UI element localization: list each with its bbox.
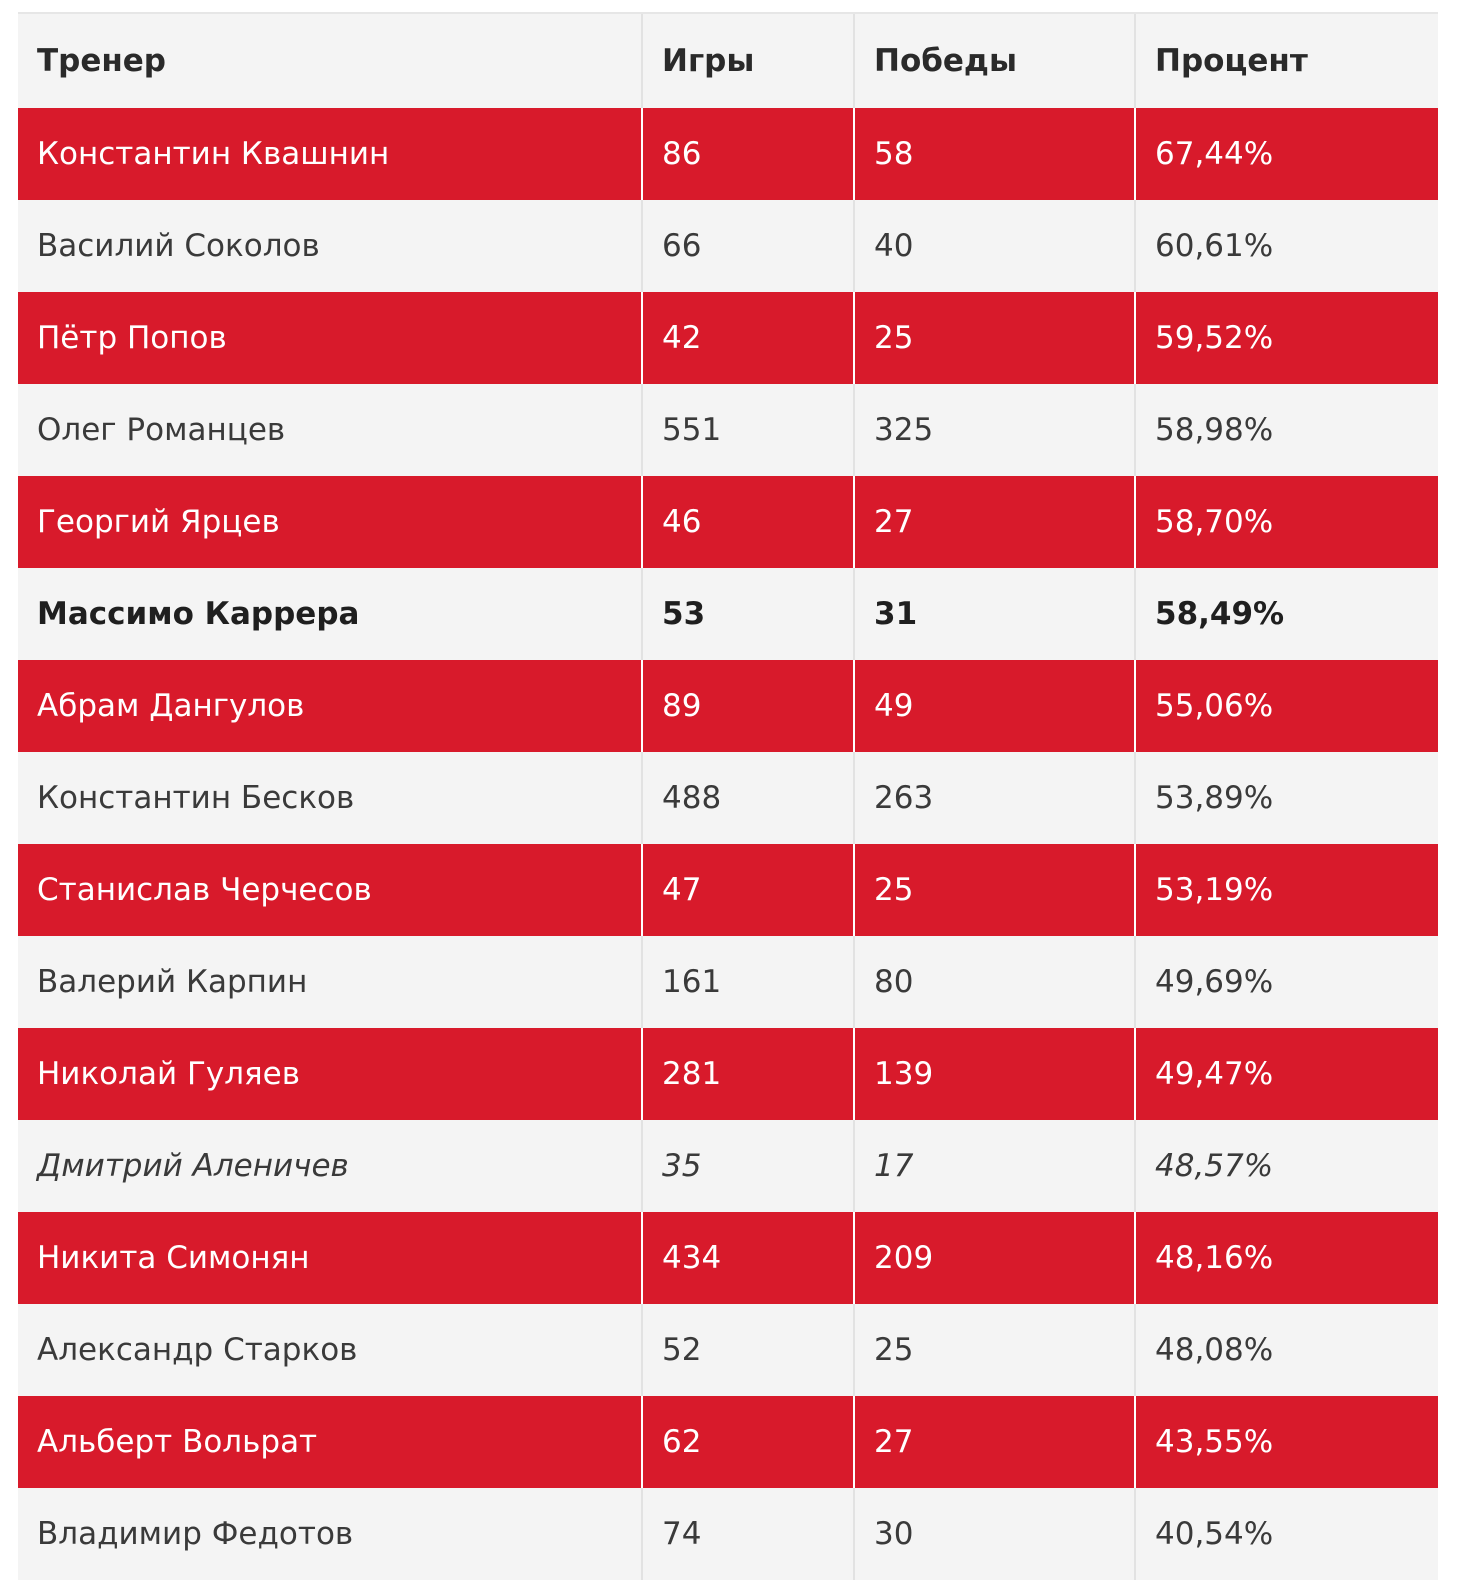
cell-percent: 59,52% — [1155, 320, 1274, 356]
cell-percent: 55,06% — [1155, 688, 1274, 724]
table-row — [18, 200, 1438, 292]
cell-coach: Валерий Карпин — [18, 936, 642, 1028]
cell-coach: Альберт Вольрат — [18, 1396, 642, 1488]
cell-wins: 27 — [854, 476, 1135, 568]
cell-percent: 58,98% — [1155, 412, 1274, 448]
cell-games: 47 — [642, 844, 854, 936]
cell-wins: 27 — [854, 1396, 1135, 1488]
table-row — [18, 292, 1438, 384]
coach-stats-table-container — [18, 12, 1438, 1580]
table-row-highlighted — [18, 568, 1438, 660]
cell-wins: 25 — [854, 844, 1135, 936]
cell-coach: Дмитрий Аленичев — [18, 1120, 642, 1212]
cell-wins: 49 — [854, 660, 1135, 752]
cell-percent: 49,69% — [1155, 964, 1274, 1000]
cell-wins: 58 — [854, 108, 1135, 200]
cell-percent: 58,70% — [1155, 504, 1274, 540]
header-coach: Тренер — [18, 14, 642, 108]
cell-games: 434 — [642, 1212, 854, 1304]
cell-games: 89 — [642, 660, 854, 752]
cell-games: 66 — [642, 200, 854, 292]
cell-wins: 25 — [854, 292, 1135, 384]
cell-games: 53 — [642, 568, 854, 660]
cell-wins: 25 — [854, 1304, 1135, 1396]
cell-percent: 48,57% — [1155, 1148, 1274, 1184]
cell-coach: Василий Соколов — [18, 200, 642, 292]
cell-games: 161 — [642, 936, 854, 1028]
cell-games: 62 — [642, 1396, 854, 1488]
coach-stats-table — [18, 14, 1438, 1580]
cell-coach: Владимир Федотов — [18, 1488, 642, 1580]
table-row — [18, 1028, 1438, 1120]
table-row — [18, 752, 1438, 844]
cell-percent: 60,61% — [1155, 228, 1274, 264]
cell-percent: 53,19% — [1155, 872, 1274, 908]
table-row-current — [18, 1120, 1438, 1212]
table-row — [18, 1396, 1438, 1488]
cell-coach: Константин Бесков — [18, 752, 642, 844]
cell-percent: 58,49% — [1155, 596, 1285, 632]
cell-coach: Константин Квашнин — [18, 108, 642, 200]
cell-coach: Станислав Черчесов — [18, 844, 642, 936]
cell-games: 52 — [642, 1304, 854, 1396]
cell-coach: Пётр Попов — [18, 292, 642, 384]
cell-percent: 53,89% — [1155, 780, 1274, 816]
cell-games: 551 — [642, 384, 854, 476]
table-header — [18, 14, 1438, 108]
header-games: Игры — [642, 14, 854, 108]
cell-percent: 43,55% — [1155, 1424, 1274, 1460]
cell-percent: 67,44% — [1155, 136, 1274, 172]
cell-wins: 40 — [854, 200, 1135, 292]
table-row — [18, 1488, 1438, 1580]
table-row — [18, 384, 1438, 476]
cell-percent: 49,47% — [1155, 1056, 1274, 1092]
cell-games: 281 — [642, 1028, 854, 1120]
table-row — [18, 936, 1438, 1028]
cell-games: 42 — [642, 292, 854, 384]
cell-coach: Александр Старков — [18, 1304, 642, 1396]
table-row — [18, 108, 1438, 200]
cell-wins: 263 — [854, 752, 1135, 844]
cell-coach: Олег Романцев — [18, 384, 642, 476]
cell-percent: 40,54% — [1155, 1516, 1274, 1552]
cell-percent: 48,16% — [1155, 1240, 1274, 1276]
cell-wins: 209 — [854, 1212, 1135, 1304]
cell-wins: 80 — [854, 936, 1135, 1028]
cell-coach: Георгий Ярцев — [18, 476, 642, 568]
table-row — [18, 476, 1438, 568]
cell-games: 46 — [642, 476, 854, 568]
cell-coach: Абрам Дангулов — [18, 660, 642, 752]
cell-games: 35 — [642, 1120, 854, 1212]
cell-wins: 325 — [854, 384, 1135, 476]
header-row — [18, 14, 1438, 108]
cell-wins: 31 — [854, 568, 1135, 660]
cell-percent: 48,08% — [1155, 1332, 1274, 1368]
cell-games: 74 — [642, 1488, 854, 1580]
table-body — [18, 108, 1438, 1580]
table-row — [18, 1212, 1438, 1304]
cell-wins: 17 — [854, 1120, 1135, 1212]
cell-wins: 30 — [854, 1488, 1135, 1580]
cell-wins: 139 — [854, 1028, 1135, 1120]
cell-games: 488 — [642, 752, 854, 844]
table-row — [18, 1304, 1438, 1396]
table-row — [18, 660, 1438, 752]
cell-coach: Николай Гуляев — [18, 1028, 642, 1120]
header-percent: Процент — [1155, 43, 1308, 79]
cell-coach: Никита Симонян — [18, 1212, 642, 1304]
header-wins: Победы — [854, 14, 1135, 108]
cell-games: 86 — [642, 108, 854, 200]
cell-coach: Массимо Каррера — [18, 568, 642, 660]
table-row — [18, 844, 1438, 936]
